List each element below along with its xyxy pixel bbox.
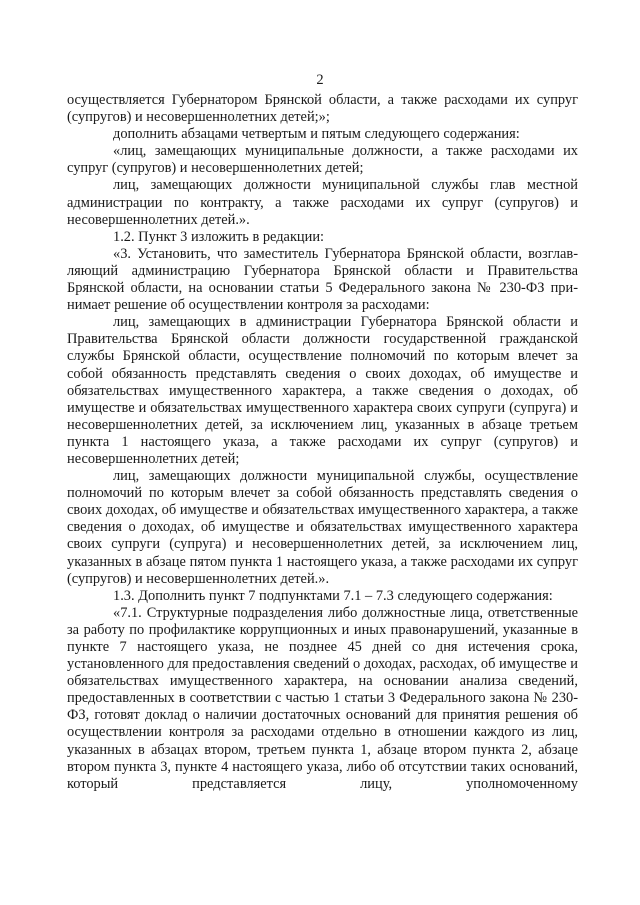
paragraph-add-clauses: дополнить абзацами четвертым и пятым следующего содержания: [113, 126, 520, 143]
paragraph-continuation: осуществляется Губернатором Брянской области, а также расходами их супруг (супругов) и несовершеннолетних детей;»; [67, 92, 578, 126]
paragraph-municipal-service: лиц, замещающих должности муниципальной службы, осуществление полномочий по которым влечет за собой обязанность представлять сведения о своих доходах, об имуществе и обязательствах имущественного характера, а также сведения о доходах, об имуществе и обязательствах имущественного характера своих супруги (супруга) и несовершеннолетних детей, за исключением лиц, указанных в абзаце пятом пункта 1 настоящего указа, а также расходами их супруг (супругов) и несовершеннолетних детей.». [67, 468, 578, 587]
paragraph-civil-service: лиц, замещающих в администрации Губернатора Брянской области и Правительства Брянской области должности государственной гражданской службы Брянской области, осуществление полномочий по которым влечет за собой обязанность представлять сведения о своих доходах, об имуществе и обязательствах имущественного характера, а также сведения о доходах, об имуществе и обязательствах имущественного характера своих супруги (супруга) и несовершеннолетних детей, за исключением лиц, указанных в абзаце третьем пункта 1 настоящего указа, а также расходами их супруг (супругов) и несовершеннолетних детей; [67, 314, 578, 467]
paragraph-municipal-service-heads: лиц, замещающих должности муниципальной службы глав местной администрации по контракту, а также расходами их супруг (супругов) и несовершеннолетних детей.». [67, 177, 578, 228]
page-number: 2 [316, 72, 324, 88]
document-body [67, 92, 578, 793]
paragraph-item-1-2: 1.2. Пункт 3 изложить в редакции: [113, 228, 325, 245]
paragraph-item-1-3: 1.3. Дополнить пункт 7 подпунктами 7.1 – 7.3 следующего содержания: [113, 587, 553, 604]
paragraph-municipal-positions: «лиц, замещающих муниципальные должности, а также расходами их супруг (супругов) и несовершеннолетних детей; [67, 143, 578, 177]
paragraph-item-7-1: «7.1. Структурные подразделения либо должностные лица, ответственные за работу по профилактике коррупционных и иных правонарушений, указанные в пункте 7 настоящего указа, не позднее 45 дней со дня истечения срока, установленного для предоставления сведений о доходах, расходах, об имуществе и обязательствах имущественного характера, на основании анализа сведений, предоставленных в соответствии с частью 1 статьи 3 Федерального закона № 230-ФЗ, готовят доклад о наличии достаточных оснований для принятия решения об осуществлении контроля за расходами отдельно в отношении каждого из лиц, указанных в абзацах втором, третьем пункта 1, абзаце втором пункта 2, абзаце втором пункта 3, пункте 4 настоящего указа, либо об отсутствии таких оснований, который представляется лицу, уполномоченному [67, 604, 578, 792]
paragraph-item-3: «3. Установить, что заместитель Губернатора Брянской области, возглавляющий администрацию Губернатора Брянской области и Правительства Брянской области, на основании статьи 5 Федерального закона № 230-ФЗ принимает решение об осуществлении контроля за расходами: [67, 245, 578, 314]
